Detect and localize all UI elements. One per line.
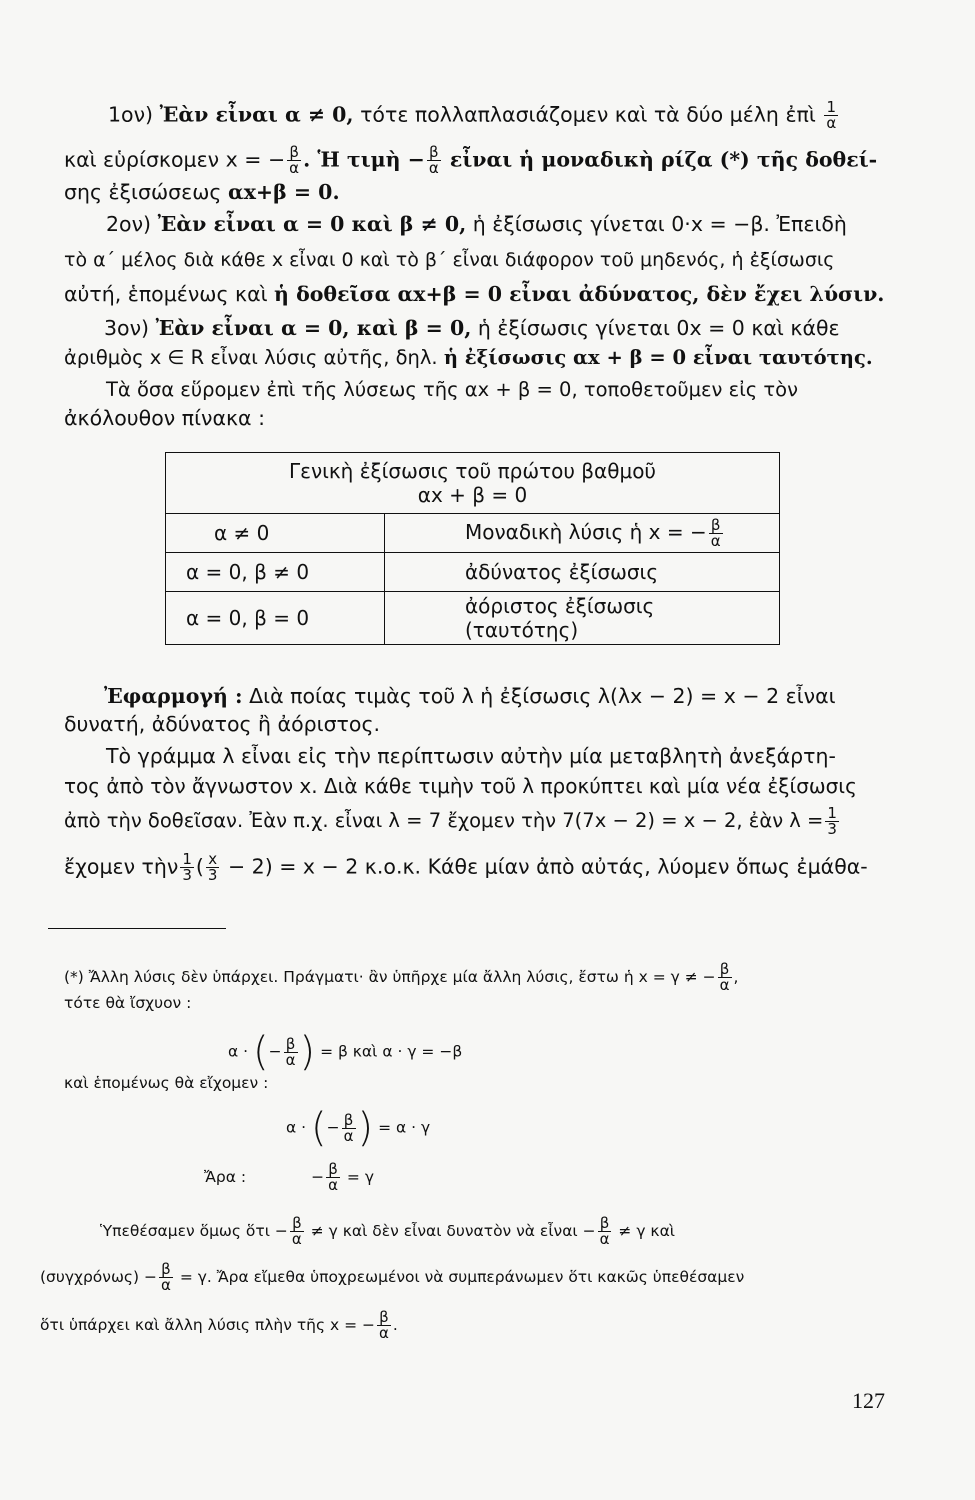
fraction-numerator: β [718, 962, 732, 978]
equation: αx+β = 0. [227, 180, 340, 204]
footnote-divider [48, 928, 226, 929]
fraction [718, 962, 732, 993]
text-span: = β καὶ α · γ = −β [320, 1042, 463, 1061]
application-heading: Ἐφαρμογή : [104, 684, 243, 708]
fraction-denominator: 3 [207, 866, 218, 884]
bold-condition: Ἐὰν εἶναι α = 0 καὶ β ≠ 0, [157, 212, 467, 236]
fraction-denominator: α [428, 159, 439, 177]
table-cell-condition: α = 0, β = 0 [166, 592, 385, 645]
summary-table [165, 452, 780, 645]
text-line: Τὰ ὅσα εὕρομεν ἐπὶ τῆς λύσεως τῆς αx + β = 0, τοποθετοῦμεν εἰς τὸν [106, 378, 798, 401]
fraction-numerator: β [427, 145, 441, 161]
text-line [64, 145, 877, 176]
bold-conclusion: ἡ ἐξίσωσις αx + β = 0 εἶναι ταυτότης. [443, 346, 873, 369]
table-cell-result: ἀδύνατος ἐξίσωσις [385, 553, 780, 592]
case-label: 3ον) [104, 316, 156, 340]
fraction [206, 852, 220, 883]
bold-conclusion: ἡ δοθεῖσα αx+β = 0 εἶναι ἀδύνατος, δὲν ἔχει λύσιν. [274, 282, 885, 306]
table-row [166, 553, 780, 592]
case-label: 1ον) [108, 102, 160, 127]
text-line: τος ἀπὸ τὸν ἄγνωστον x. Διὰ κάθε τιμὴν τοῦ λ προκύπτει καὶ μία νέα ἐξίσωσις [64, 774, 857, 798]
text-span: ἡ ἐξίσωσις γίνεται 0x = 0 καὶ κάθε [471, 316, 840, 340]
text-span: ἔχομεν τὴν [64, 854, 179, 879]
text-span: ≠ γ καὶ δὲν εἶναι δυνατὸν νὰ εἶναι − [310, 1222, 596, 1240]
text-span: ≠ γ καὶ [618, 1222, 676, 1240]
footnote-line [40, 1310, 398, 1341]
fraction-numerator: β [598, 1216, 612, 1232]
text-span: α · [228, 1042, 249, 1061]
text-span: σης ἐξισώσεως [64, 180, 228, 204]
text-span: τότε πολλαπλασιάζομεν καὶ τὰ δύο μέλη ἐπὶ [353, 102, 816, 127]
fraction-denominator: α [379, 1324, 389, 1342]
text-span: (συγχρόνως) − [40, 1268, 157, 1286]
fraction-denominator: α [285, 1050, 296, 1069]
text-span: Διὰ ποίας τιμὰς τοῦ λ ἡ ἐξίσωσις λ(λx − 2) = x − 2 εἶναι [242, 684, 836, 708]
text-line [104, 314, 840, 342]
fraction-denominator: α [160, 1276, 171, 1294]
text-span: ἀπὸ τὴν δοθεῖσαν. Ἐὰν π.χ. εἶναι λ = 7 ἔχομεν τὴν 7(7x − 2) = x − 2, ἐὰν λ = [64, 809, 824, 832]
text-line [64, 852, 868, 883]
fraction-numerator: β [709, 518, 723, 534]
fraction-numerator: β [326, 1162, 340, 1178]
text-line [64, 280, 884, 308]
fraction-numerator: β [159, 1262, 173, 1278]
text-span: Ὑπεθέσαμεν ὅμως ὅτι − [100, 1222, 288, 1240]
text-span: , [733, 968, 739, 986]
text-span: − 2) = x − 2 κ.ο.κ. Κάθε μίαν ἀπὸ αὐτάς, λύομεν ὅπως ἐμάθα- [221, 854, 868, 879]
fraction-numerator: β [290, 1216, 304, 1232]
text-span: Ἄρα : [204, 1168, 247, 1186]
text-line: τὸ α΄ μέλος διὰ κάθε x εἶναι 0 καὶ τὸ β΄ εἶναι διάφορον τοῦ μηδενός, ἡ ἐξίσωσις [64, 249, 835, 271]
fraction-numerator: β [284, 1037, 298, 1053]
right-paren-icon: ) [357, 1105, 374, 1151]
fraction-numerator: β [342, 1113, 356, 1129]
text-line: Τὸ γράμμα λ εἶναι εἰς τὴν περίπτωσιν αὐτὴν μία μεταβλητὴ ἀνεξάρτη- [106, 744, 836, 768]
table-header-title: Γενικὴ ἐξίσωσις τοῦ πρώτου βαθμοῦ [288, 459, 657, 483]
left-paren-icon: ( [253, 1029, 269, 1075]
fraction-denominator: α [328, 1176, 338, 1194]
text-span: = γ [346, 1168, 374, 1186]
fraction [290, 1216, 304, 1247]
fraction-numerator: 1 [182, 850, 192, 868]
footnote-equation: α · (− $\frac{\beta}{\alpha}$ ) = α · γ [286, 1105, 431, 1151]
fraction-numerator: β [377, 1310, 391, 1326]
table-header-equation: αx + β = 0 [417, 483, 528, 507]
table-cell-condition: α ≠ 0 [166, 514, 385, 553]
fraction [159, 1262, 173, 1293]
right-paren-icon: ) [299, 1029, 316, 1075]
text-line [104, 682, 836, 710]
bold-condition: Ἐὰν εἶναι α ≠ 0, [159, 102, 354, 127]
fraction-denominator: α [710, 531, 721, 550]
text-line [64, 178, 340, 206]
text-span: α · [286, 1118, 307, 1137]
table-row [166, 592, 780, 645]
text-line [108, 100, 840, 131]
fraction-denominator: α [289, 159, 300, 177]
fraction-denominator: α [599, 1230, 610, 1248]
fraction [284, 1034, 298, 1069]
text-span: (*) Ἄλλη λύσις δὲν ὑπάρχει. Πράγματι· ἂν ὑπῆρχε μία ἄλλη λύσις, ἔστω ἡ x = γ ≠ − [64, 968, 716, 986]
footnote-line [64, 962, 738, 993]
result-text: Μοναδικὴ λύσις ἡ x = − [465, 519, 707, 544]
fraction-denominator: 3 [182, 866, 192, 884]
text-span: αὐτή, ἑπομένως καὶ [64, 282, 275, 306]
text-span: = γ. Ἄρα εἴμεθα ὑποχρεωμένοι νὰ συμπεράνωμεν ὅτι κακῶς ὑπεθέσαμεν [179, 1268, 745, 1286]
bold-text: εἶναι ἡ μοναδικὴ ρίζα (*) τῆς δοθεί- [442, 147, 878, 172]
table-cell-condition: α = 0, β ≠ 0 [166, 553, 385, 592]
text-span: = α · γ [378, 1118, 431, 1137]
text-line: δυνατή, ἀδύνατος ἢ ἀόριστος. [64, 712, 380, 736]
fraction-denominator: α [719, 976, 730, 994]
fraction [287, 145, 301, 176]
fraction [377, 1310, 391, 1341]
table-cell-result [385, 514, 780, 553]
footnote-equation: α · (− $\frac{\beta}{\alpha}$ ) = β καὶ α · γ = −β [228, 1029, 463, 1075]
fraction-denominator: 3 [827, 820, 837, 838]
fraction-numerator: 1 [824, 100, 838, 116]
text-span: ἡ ἐξίσωσις γίνεται 0·x = −β. Ἐπειδὴ [466, 212, 847, 236]
fraction [180, 852, 194, 883]
text-span: καὶ εὑρίσκομεν x = − [64, 147, 286, 172]
text-span: ἀριθμὸς x ∈ R εἶναι λύσις αὐτῆς, δηλ. [64, 346, 444, 369]
fraction [824, 100, 838, 131]
fraction [342, 1110, 356, 1145]
footnote-line: καὶ ἑπομένως θὰ εἴχομεν : [64, 1074, 269, 1092]
table-header-row [166, 453, 780, 514]
text-line [106, 210, 847, 238]
fraction [598, 1216, 612, 1247]
text-line [64, 806, 841, 837]
fraction-denominator: α [291, 1230, 302, 1248]
fraction [709, 515, 723, 550]
table-row [166, 514, 780, 553]
footnote-line [40, 1262, 744, 1293]
fraction-numerator: 1 [827, 804, 837, 822]
table-header [166, 453, 780, 514]
footnote-line: τότε θὰ ἴσχυον : [64, 994, 192, 1012]
text-span: . [392, 1316, 398, 1334]
text-line [64, 344, 873, 372]
bold-condition: Ἐὰν εἶναι α = 0, καὶ β = 0, [155, 316, 472, 340]
bold-text: . Ἡ τιμὴ − [303, 147, 425, 172]
fraction [326, 1162, 340, 1193]
text-line: ἀκόλουθον πίνακα : [64, 406, 265, 430]
footnote-equation: Ἄρα : − $\frac{\beta}{\alpha}$ = γ [204, 1160, 374, 1194]
case-label: 2ον) [106, 212, 158, 236]
table-cell-result: ἀόριστος ἐξίσωσις (ταυτότης) [385, 592, 780, 645]
footnote-line [100, 1216, 675, 1247]
left-paren-icon: ( [311, 1105, 327, 1151]
fraction [825, 806, 839, 837]
fraction-denominator: α [343, 1126, 354, 1145]
text-span: ὅτι ὑπάρχει καὶ ἄλλη λύσις πλὴν τῆς x = − [40, 1316, 376, 1334]
fraction-numerator: x [206, 852, 220, 868]
fraction [427, 145, 441, 176]
fraction-numerator: β [287, 145, 301, 161]
fraction-denominator: α [826, 114, 837, 132]
text-span: ( [195, 854, 204, 879]
page-number: 127 [852, 1388, 885, 1413]
